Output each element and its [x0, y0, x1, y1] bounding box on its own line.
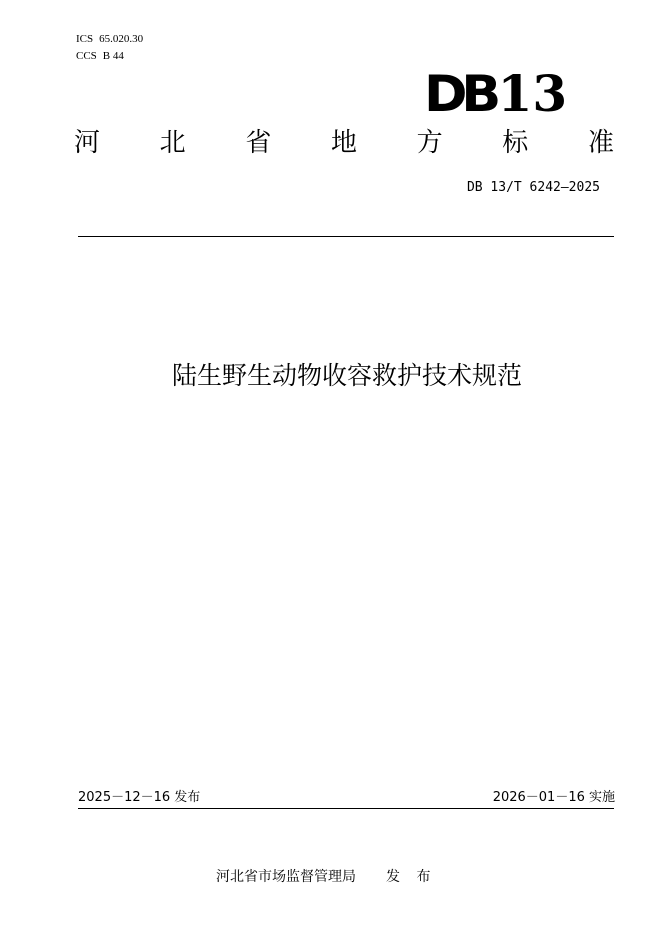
standard-type-heading	[74, 126, 614, 160]
issuer-line	[216, 868, 436, 886]
standard-type-char: 省	[245, 128, 272, 158]
issuer-name: 河北省市场监督管理局	[216, 869, 356, 885]
logo-number: 13	[497, 64, 568, 123]
standard-type-char: 河	[74, 128, 101, 158]
standard-type-char: 北	[159, 128, 186, 158]
bottom-divider	[78, 808, 614, 809]
standard-type-char: 地	[330, 128, 357, 158]
publish-date: 2025－12－16 发布	[78, 790, 201, 805]
standard-type-char: 准	[587, 128, 614, 158]
ccs-classification	[76, 49, 124, 63]
document-title: 陆生野生动物收容救护技术规范	[171, 361, 522, 390]
standard-type-char: 标	[502, 128, 529, 158]
ics-label: ICS	[76, 33, 94, 45]
ccs-label: CCS	[76, 50, 97, 62]
top-divider	[78, 236, 614, 237]
standard-number: DB 13/T 6242—2025	[466, 180, 600, 195]
ics-classification	[76, 32, 143, 46]
ccs-code: B 44	[102, 50, 124, 62]
standard-type-char: 方	[416, 128, 443, 158]
ics-code: 65.020.30	[99, 33, 144, 45]
effective-date: 2026－01－16 实施	[492, 790, 615, 805]
issued-label: 发 布	[386, 869, 437, 885]
db13-logo	[424, 64, 568, 123]
logo-db-text: DB	[424, 65, 496, 123]
